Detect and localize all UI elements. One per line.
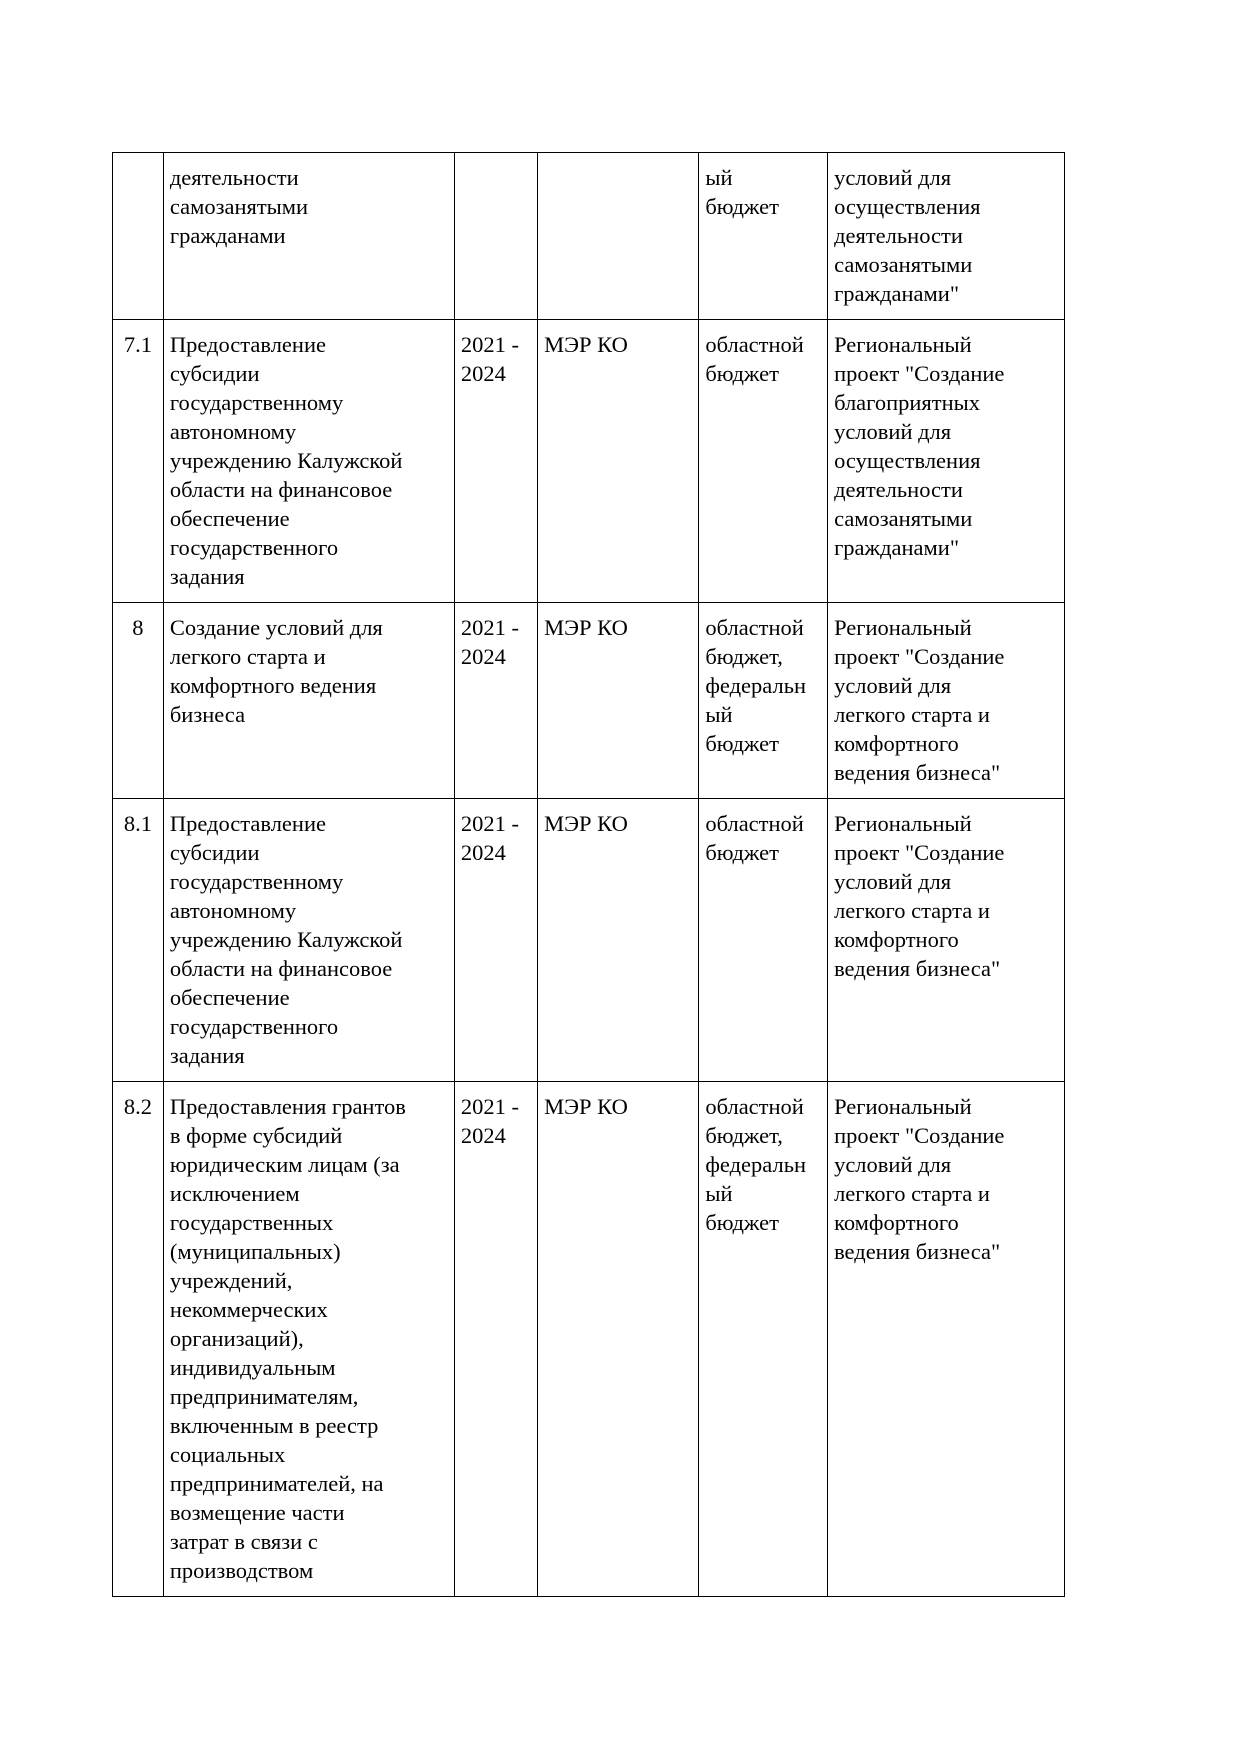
related-project-cell: Региональный проект "Создание условий для легкого старта и комфортного ведения бизнеса": [828, 603, 1065, 799]
table-row: [113, 603, 1065, 799]
row-number-cell: [113, 153, 164, 320]
measure-name-cell: Предоставление субсидии государственному автономному учреждению Калужской области на финансовое обеспечение государственного задания: [163, 799, 454, 1082]
row-number-cell: 7.1: [113, 320, 164, 603]
row-number-cell: 8.2: [113, 1082, 164, 1597]
table-row: [113, 153, 1065, 320]
funding-source-cell: ый бюджет: [699, 153, 828, 320]
funding-source-cell: областной бюджет: [699, 799, 828, 1082]
implementation-period-cell: 2021 - 2024: [454, 320, 537, 603]
related-project-cell: Региональный проект "Создание благоприятных условий для осуществления деятельности самозанятыми гражданами": [828, 320, 1065, 603]
row-number-cell: 8.1: [113, 799, 164, 1082]
implementation-period-cell: [454, 153, 537, 320]
measure-name-cell: Предоставление субсидии государственному автономному учреждению Калужской области на финансовое обеспечение государственного задания: [163, 320, 454, 603]
measure-name-cell: Предоставления грантов в форме субсидий юридическим лицам (за исключением государственных (муниципальных) учреждений, некоммерческих организаций), индивидуальным предпринимателям, включенным в реестр социальных предпринимателей, на возмещение части затрат в связи с производством: [163, 1082, 454, 1597]
implementation-period-cell: 2021 - 2024: [454, 799, 537, 1082]
related-project-cell: условий для осуществления деятельности самозанятыми гражданами": [828, 153, 1065, 320]
responsible-executor-cell: МЭР КО: [538, 1082, 699, 1597]
row-number-cell: 8: [113, 603, 164, 799]
responsible-executor-cell: МЭР КО: [538, 799, 699, 1082]
table-row: [113, 799, 1065, 1082]
implementation-period-cell: 2021 - 2024: [454, 1082, 537, 1597]
measures-table: [112, 152, 1065, 1597]
funding-source-cell: областной бюджет: [699, 320, 828, 603]
responsible-executor-cell: МЭР КО: [538, 320, 699, 603]
table-row: [113, 320, 1065, 603]
related-project-cell: Региональный проект "Создание условий для легкого старта и комфортного ведения бизнеса": [828, 799, 1065, 1082]
funding-source-cell: областной бюджет, федеральн ый бюджет: [699, 1082, 828, 1597]
table-row: [113, 1082, 1065, 1597]
related-project-cell: Региональный проект "Создание условий для легкого старта и комфортного ведения бизнеса": [828, 1082, 1065, 1597]
implementation-period-cell: 2021 - 2024: [454, 603, 537, 799]
funding-source-cell: областной бюджет, федеральн ый бюджет: [699, 603, 828, 799]
responsible-executor-cell: МЭР КО: [538, 603, 699, 799]
responsible-executor-cell: [538, 153, 699, 320]
measure-name-cell: деятельности самозанятыми гражданами: [163, 153, 454, 320]
measure-name-cell: Создание условий для легкого старта и комфортного ведения бизнеса: [163, 603, 454, 799]
